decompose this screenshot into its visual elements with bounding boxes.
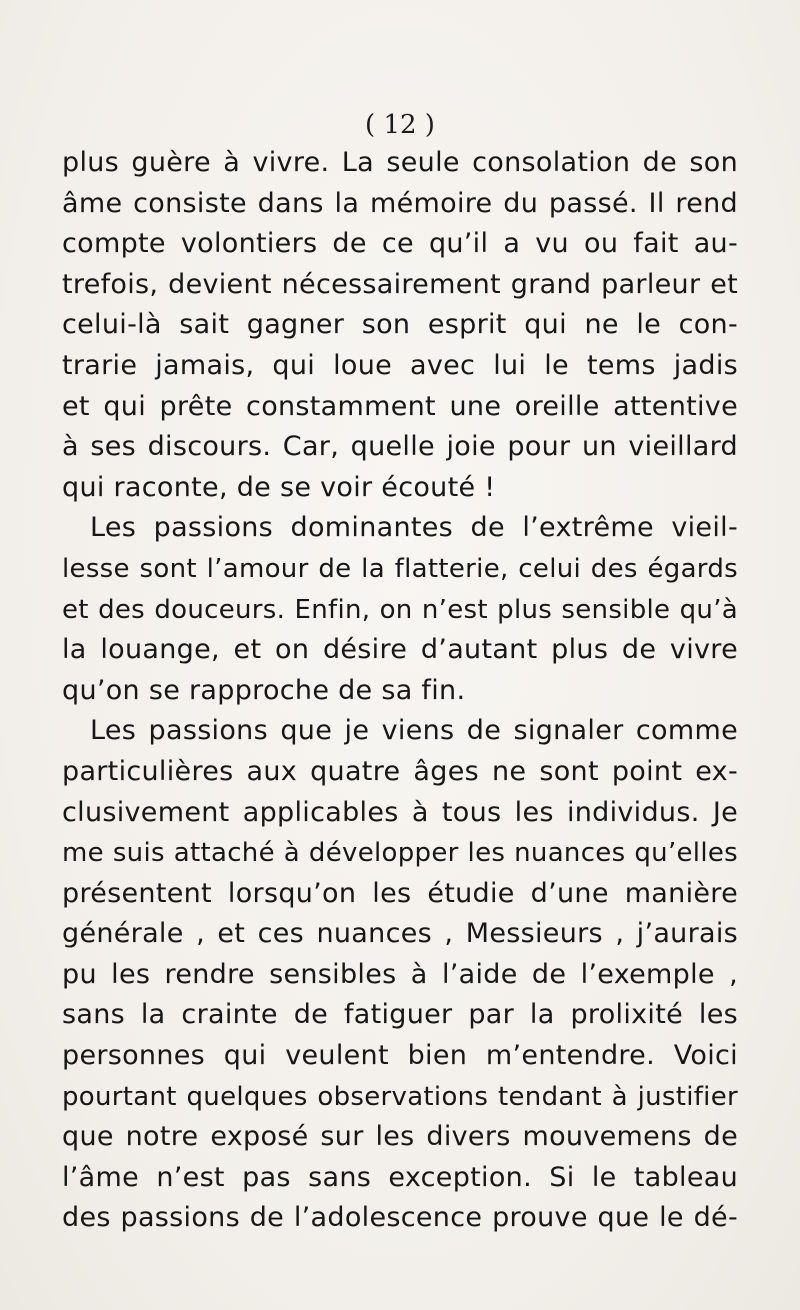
text-line: qui raconte, de se voir écouté ! xyxy=(62,471,496,503)
text-line: présentent lorsqu’on les étudie d’une manière xyxy=(62,877,738,909)
text-line: âme consiste dans la mémoire du passé. Il rend xyxy=(62,187,738,219)
text-line: particulières aux quatre âges ne sont point ex- xyxy=(62,755,738,787)
text-line: clusivement applicables à tous les individus. Je xyxy=(62,796,738,828)
text-line: personnes qui veulent bien m’entendre. Voici xyxy=(62,1040,738,1072)
body-text xyxy=(62,143,738,1239)
text-line: trarie jamais, qui loue avec lui le tems jadis xyxy=(62,349,738,381)
text-line: des passions de l’adolescence prouve que le dé- xyxy=(62,1202,738,1234)
text-line: pourtant quelques observations tendant à justifier xyxy=(62,1081,738,1112)
text-line: compte volontiers de ce qu’il a vu ou fait au- xyxy=(62,228,738,260)
text-line: me suis attaché à développer les nuances qu’elles xyxy=(62,838,738,869)
text-line: et des douceurs. Enfin, on n’est plus sensible qu’à xyxy=(62,594,738,625)
text-line: lesse sont l’amour de la flatterie, celui des égards xyxy=(62,553,738,584)
text-line: à ses discours. Car, quelle joie pour un vieillard xyxy=(62,431,738,463)
text-line: l’âme n’est pas sans exception. Si le tableau xyxy=(62,1161,738,1193)
text-line: sans la crainte de fatiguer par la prolixité les xyxy=(62,999,738,1031)
text-line: qu’on se rapproche de sa fin. xyxy=(62,674,466,706)
text-line: trefois, devient nécessairement grand parleur et xyxy=(62,268,738,300)
text-line: que notre exposé sur les divers mouvemens de xyxy=(62,1121,738,1153)
text-line: Les passions que je viens de signaler comme xyxy=(90,715,738,747)
text-line: pu les rendre sensibles à l’aide de l’exemple , xyxy=(62,958,738,990)
text-line: la louange, et on désire d’autant plus de vivre xyxy=(62,634,738,666)
text-line: et qui prête constamment une oreille attentive xyxy=(62,390,738,422)
text-line: générale , et ces nuances , Messieurs , j’aurais xyxy=(62,918,738,950)
text-line: Les passions dominantes de l’extrême vieil- xyxy=(90,512,738,544)
text-line: plus guère à vivre. La seule consolation de son xyxy=(62,147,738,178)
page-number: ( 12 ) xyxy=(365,110,435,140)
text-line: celui-là sait gagner son esprit qui ne le con- xyxy=(62,309,738,341)
